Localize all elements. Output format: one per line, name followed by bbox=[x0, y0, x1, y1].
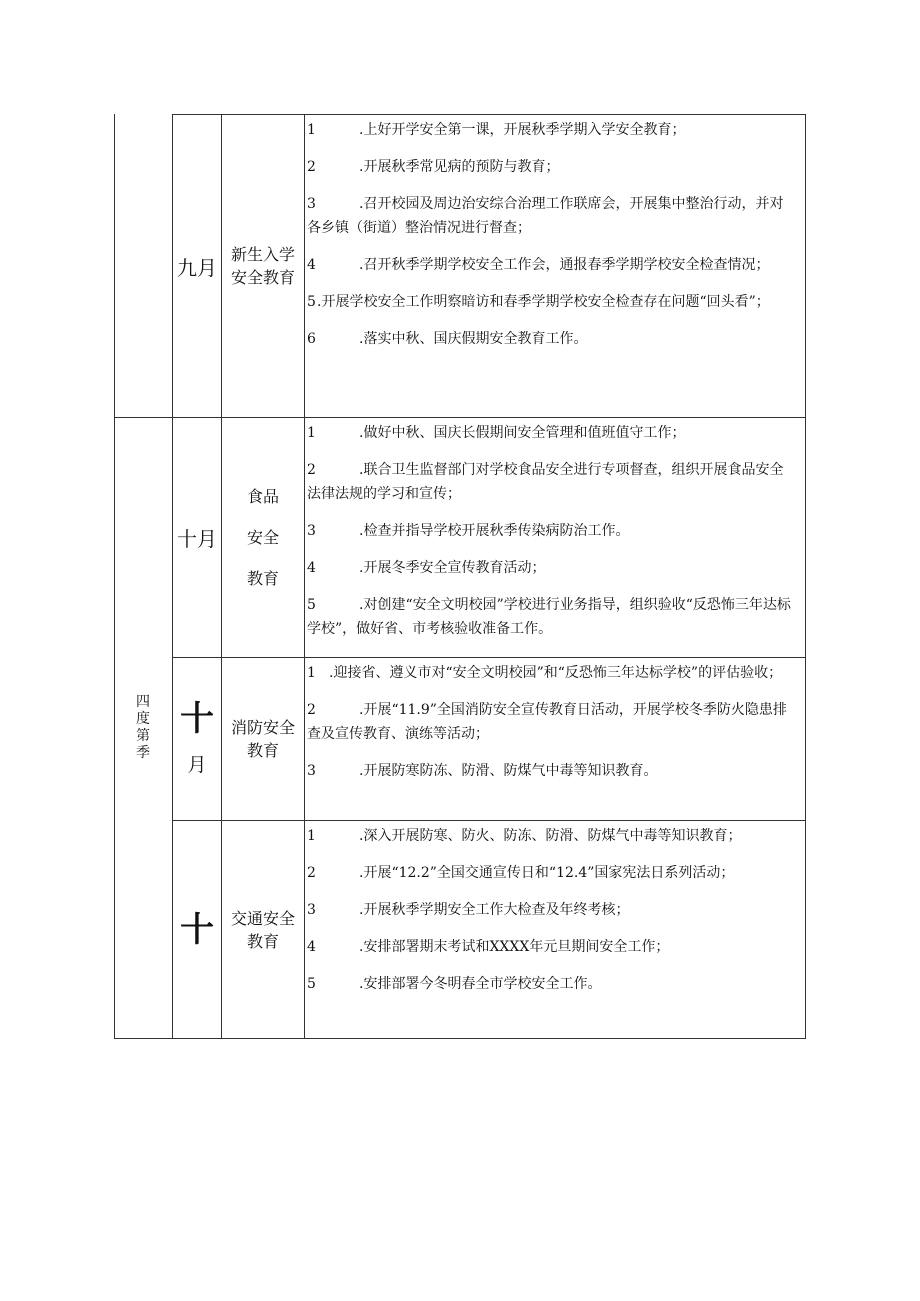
item-text: .召开校园及周边治安综合治理工作联席会，开展集中整治行动，并对各乡镇（街道）整治情况进行督查； bbox=[307, 196, 784, 236]
item-number: 3 bbox=[307, 902, 316, 918]
list-item bbox=[307, 155, 795, 179]
item-text: .召开秋季学期学校安全工作会，通报春季学期学校安全检查情况； bbox=[359, 257, 770, 273]
item-text: .检查并指导学校开展秋季传染病防治工作。 bbox=[359, 523, 630, 539]
item-number: 1 bbox=[307, 122, 316, 138]
item-number: 5 bbox=[307, 976, 316, 992]
safety-plan-table bbox=[114, 114, 806, 1039]
item-number: 2 bbox=[307, 702, 316, 718]
list-item bbox=[307, 898, 795, 922]
quarter-label bbox=[114, 418, 172, 1038]
items-november bbox=[305, 658, 805, 820]
item-number: 1 bbox=[307, 665, 316, 681]
list-item bbox=[307, 935, 795, 959]
item-text: .安排部署期末考试和XXXX年元旦期间安全工作； bbox=[359, 939, 670, 955]
list-item bbox=[307, 556, 795, 580]
item-number: 4 bbox=[307, 560, 316, 576]
item-number: 1 bbox=[307, 828, 316, 844]
item-text: .开展防寒防冻、防滑、防煤气中毒等知识教育。 bbox=[359, 763, 658, 779]
list-item bbox=[307, 972, 795, 996]
item-text: .深入开展防寒、防火、防冻、防滑、防煤气中毒等知识教育； bbox=[359, 828, 742, 844]
topic-december: 交通安全教育 bbox=[230, 908, 295, 951]
item-text: .迎接省、遵义市对“安全文明校园”和“反恐怖三年达标学校”的评估验收； bbox=[329, 665, 783, 681]
item-text: .开展秋季常见病的预防与教育； bbox=[359, 159, 560, 175]
month-november bbox=[173, 658, 221, 820]
item-text: .开展“11.9”全国消防安全宣传教育日活动，开展学校冬季防火隐患排查及宣传教育、演练等活动； bbox=[307, 702, 787, 742]
list-item bbox=[307, 118, 795, 142]
items-september bbox=[305, 115, 805, 417]
list-item bbox=[307, 253, 795, 277]
quarter-char: 度 bbox=[136, 711, 150, 727]
month-october: 十月 bbox=[177, 527, 217, 551]
item-text: .做好中秋、国庆长假期间安全管理和值班值守工作； bbox=[359, 425, 686, 441]
topic-september: 新生入学安全教育 bbox=[230, 245, 295, 287]
item-number: 2 bbox=[307, 865, 316, 881]
month-glyph: 十 bbox=[180, 698, 214, 739]
topic-october bbox=[222, 418, 304, 657]
topic-line: 教育 bbox=[246, 569, 279, 588]
items-october bbox=[305, 418, 805, 657]
item-number: 4 bbox=[307, 939, 316, 955]
quarter-char: 四 bbox=[136, 694, 150, 710]
item-number: 4 bbox=[307, 257, 316, 273]
list-item bbox=[307, 824, 795, 848]
item-number: 2 bbox=[307, 159, 316, 175]
topic-line: 食品 bbox=[246, 487, 279, 506]
list-item bbox=[307, 593, 795, 641]
items-december bbox=[305, 821, 805, 1038]
item-text: .联合卫生监督部门对学校食品安全进行专项督查，组织开展食品安全法律法规的学习和宣传； bbox=[307, 462, 784, 502]
list-item bbox=[307, 290, 795, 314]
month-december bbox=[173, 821, 221, 1038]
list-item bbox=[307, 698, 795, 746]
item-text: .上好开学安全第一课，开展秋季学期入学安全教育； bbox=[359, 122, 686, 138]
topic-line: 安全 bbox=[246, 528, 279, 547]
item-number: 3 bbox=[307, 763, 316, 779]
item-number: 1 bbox=[307, 425, 316, 441]
item-number: 3 bbox=[307, 196, 316, 212]
list-item bbox=[307, 519, 795, 543]
quarter-char: 季 bbox=[136, 745, 150, 761]
quarter-char: 第 bbox=[136, 728, 150, 744]
item-number: 3 bbox=[307, 523, 316, 539]
month-glyph: 十 bbox=[180, 909, 214, 950]
item-text: .对创建“安全文明校园”学校进行业务指导，组织验收“反恐怖三年达标学校”，做好省、市考核验收准备工作。 bbox=[307, 597, 791, 637]
list-item bbox=[307, 861, 795, 885]
item-number: 5 bbox=[307, 597, 316, 613]
month-september: 九月 bbox=[177, 255, 217, 280]
item-text: .开展学校安全工作明察暗访和春季学期学校安全检查存在问题“回头看”； bbox=[317, 294, 770, 310]
list-item bbox=[307, 327, 795, 351]
list-item bbox=[307, 661, 795, 685]
topic-november: 消防安全教育 bbox=[230, 718, 295, 760]
item-text: .开展冬季安全宣传教育活动； bbox=[359, 560, 546, 576]
item-text: .开展“12.2”全国交通宣传日和“12.4”国家宪法日系列活动； bbox=[359, 865, 735, 881]
item-number: 2 bbox=[307, 462, 316, 478]
month-glyph: 月 bbox=[187, 753, 207, 776]
item-text: .开展秋季学期安全工作大检查及年终考核； bbox=[359, 902, 630, 918]
item-text: .安排部署今冬明春全市学校安全工作。 bbox=[359, 976, 602, 992]
item-number: 6 bbox=[307, 331, 316, 347]
list-item bbox=[307, 759, 795, 783]
item-text: .落实中秋、国庆假期安全教育工作。 bbox=[359, 331, 588, 347]
list-item bbox=[307, 421, 795, 445]
list-item bbox=[307, 192, 795, 240]
list-item bbox=[307, 458, 795, 506]
item-number: 5 bbox=[307, 294, 316, 310]
